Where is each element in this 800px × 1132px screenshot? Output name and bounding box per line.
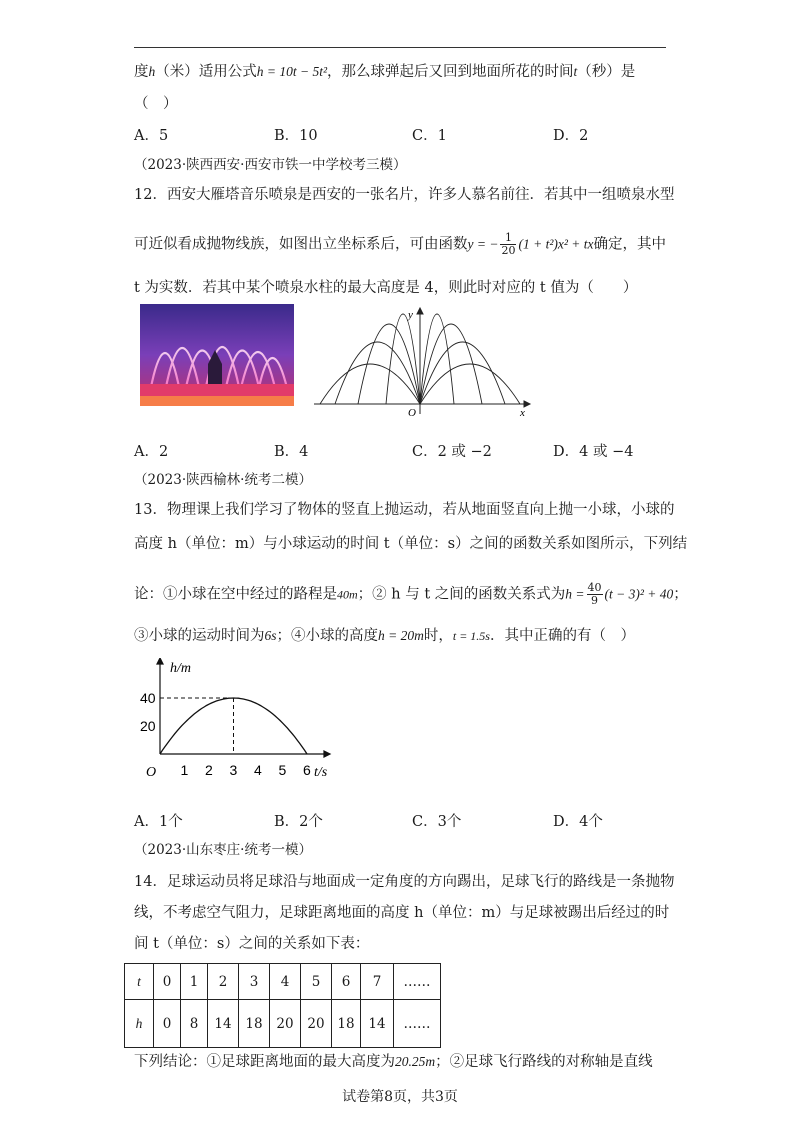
q12-line3: t 为实数．若其中某个喷泉水柱的最大高度是 4，则此时对应的 t 值为（ ） — [134, 280, 638, 296]
q12-source: （2023·陕西西安·西安市铁一中学校考三模） — [134, 157, 407, 173]
q13-line3: 论：①小球在空中经过的路程是40m；② h 与 t 之间的函数关系式为h = $\frac{40}{9}$ (t − 3)² + 40； — [134, 581, 688, 607]
q11-answer-paren: （ ） — [134, 96, 178, 112]
q12-line2: 可近似看成抛物线族，如图出立坐标系后，可由函数y = − $\frac{1}{20}$ (1 + t²)x² + tx确定，其中 — [134, 231, 667, 257]
x-axis-label: x — [520, 407, 525, 418]
table-cell: t — [125, 964, 154, 1000]
q11-option-d: D．2 — [553, 128, 589, 144]
table-cell: 14 — [208, 1000, 239, 1048]
q12-parabola-graph — [312, 306, 532, 422]
table-cell: 18 — [239, 1000, 270, 1048]
table-cell: 18 — [332, 1000, 361, 1048]
table-cell: 0 — [154, 1000, 181, 1048]
origin-label: O — [408, 407, 416, 418]
x-tick-label: 3 — [229, 762, 238, 778]
fountain-parabola-2 — [358, 324, 420, 404]
q12-option-b: B．4 — [274, 444, 309, 460]
table-cell: 4 — [270, 964, 301, 1000]
x-tick-label: 2 — [205, 762, 213, 778]
table-cell: 8 — [181, 1000, 208, 1048]
fountain-parabola-7 — [420, 364, 520, 404]
y-axis-arrow — [417, 308, 423, 314]
table-cell: 20 — [270, 1000, 301, 1048]
table-cell: h — [125, 1000, 154, 1048]
q11-option-b: B．10 — [274, 128, 318, 144]
y-tick-label: 40 — [140, 690, 156, 706]
q12-fraction: $\frac{1}{20}$ — [501, 231, 516, 257]
t-h-table — [124, 963, 441, 1048]
q13-option-a: A．1个 — [134, 814, 183, 830]
table-row-t — [125, 964, 441, 1000]
table-cell: 3 — [239, 964, 270, 1000]
q12-line1: 12．西安大雁塔音乐喷泉是西安的一张名片，许多人慕名前往．若其中一组喷泉水型 — [134, 187, 675, 203]
q14-line4: 下列结论：①足球距离地面的最大高度为20.25m；②足球飞行路线的对称轴是直线 — [134, 1054, 653, 1070]
table-cell: 0 — [154, 964, 181, 1000]
table-cell: 6 — [332, 964, 361, 1000]
x-axis-arrow — [524, 401, 530, 407]
q13-option-c: C．3个 — [412, 814, 462, 830]
table-cell: …… — [394, 1000, 441, 1048]
h-axis-arrow — [157, 658, 163, 664]
y-axis-label: y — [408, 309, 413, 321]
fountain-parabola-0 — [320, 364, 420, 404]
q14-line1: 14．足球运动员将足球沿与地面成一定角度的方向踢出，足球飞行的路线是一条抛物 — [134, 874, 675, 890]
table-cell: 2 — [208, 964, 239, 1000]
q13-option-b: B．2个 — [274, 814, 323, 830]
x-tick-label: 4 — [254, 762, 262, 778]
page-footer: 试卷第8页，共3页 — [342, 1089, 458, 1105]
q14-line3: 间 t（单位：s）之间的关系如下表： — [134, 936, 370, 952]
table-cell: 7 — [361, 964, 394, 1000]
h-axis-label: h/m — [170, 661, 191, 676]
table-cell: …… — [394, 964, 441, 1000]
q13-height-time-chart — [140, 658, 340, 786]
table-cell: 20 — [301, 1000, 332, 1048]
x-tick-label: 5 — [278, 762, 287, 778]
header-rule — [134, 47, 666, 48]
q13-line4: ③小球的运动时间为6s；④小球的高度h = 20m时，t = 1.5s．其中正确的有（ ） — [134, 628, 635, 644]
t-axis-label: t/s — [314, 765, 328, 780]
q12-option-d: D．4 或 −4 — [553, 444, 634, 460]
q11-stem: 度h（米）适用公式h = 10t − 5t²，那么球弹起后又回到地面所花的时间t（秒）是 — [134, 64, 636, 80]
q11-option-c: C．1 — [412, 128, 447, 144]
q11-formula: h = 10t − 5t² — [256, 64, 328, 79]
q13-line2: 高度 h（单位：m）与小球运动的时间 t（单位：s）之间的函数关系如图所示，下列结 — [134, 536, 688, 552]
q11-option-a: A．5 — [134, 128, 169, 144]
q13-option-d: D．4个 — [553, 814, 603, 830]
y-tick-label: 20 — [140, 718, 156, 734]
q13-source: （2023·陕西榆林·统考二模） — [134, 472, 312, 488]
table-row-h — [125, 1000, 441, 1048]
q13-fraction: $\frac{40}{9}$ — [587, 581, 602, 607]
q13-line1: 13．物理课上我们学习了物体的竖直上抛运动，若从地面竖直向上抛一小球，小球的 — [134, 502, 675, 518]
q14-line2: 线，不考虑空气阻力，足球距离地面的高度 h（单位：m）与足球被踢出后经过的时 — [134, 905, 670, 921]
t-axis-arrow — [324, 751, 330, 757]
x-tick-label: 6 — [303, 762, 311, 778]
table-cell: 5 — [301, 964, 332, 1000]
fountain-photo — [140, 304, 294, 406]
table-cell: 14 — [361, 1000, 394, 1048]
chart-origin: O — [146, 765, 157, 780]
q14-source: （2023·山东枣庄·统考一模） — [134, 842, 312, 858]
q12-option-a: A．2 — [134, 444, 169, 460]
q12-option-c: C．2 或 −2 — [412, 444, 492, 460]
x-tick-label: 1 — [180, 762, 189, 778]
table-cell: 1 — [181, 964, 208, 1000]
